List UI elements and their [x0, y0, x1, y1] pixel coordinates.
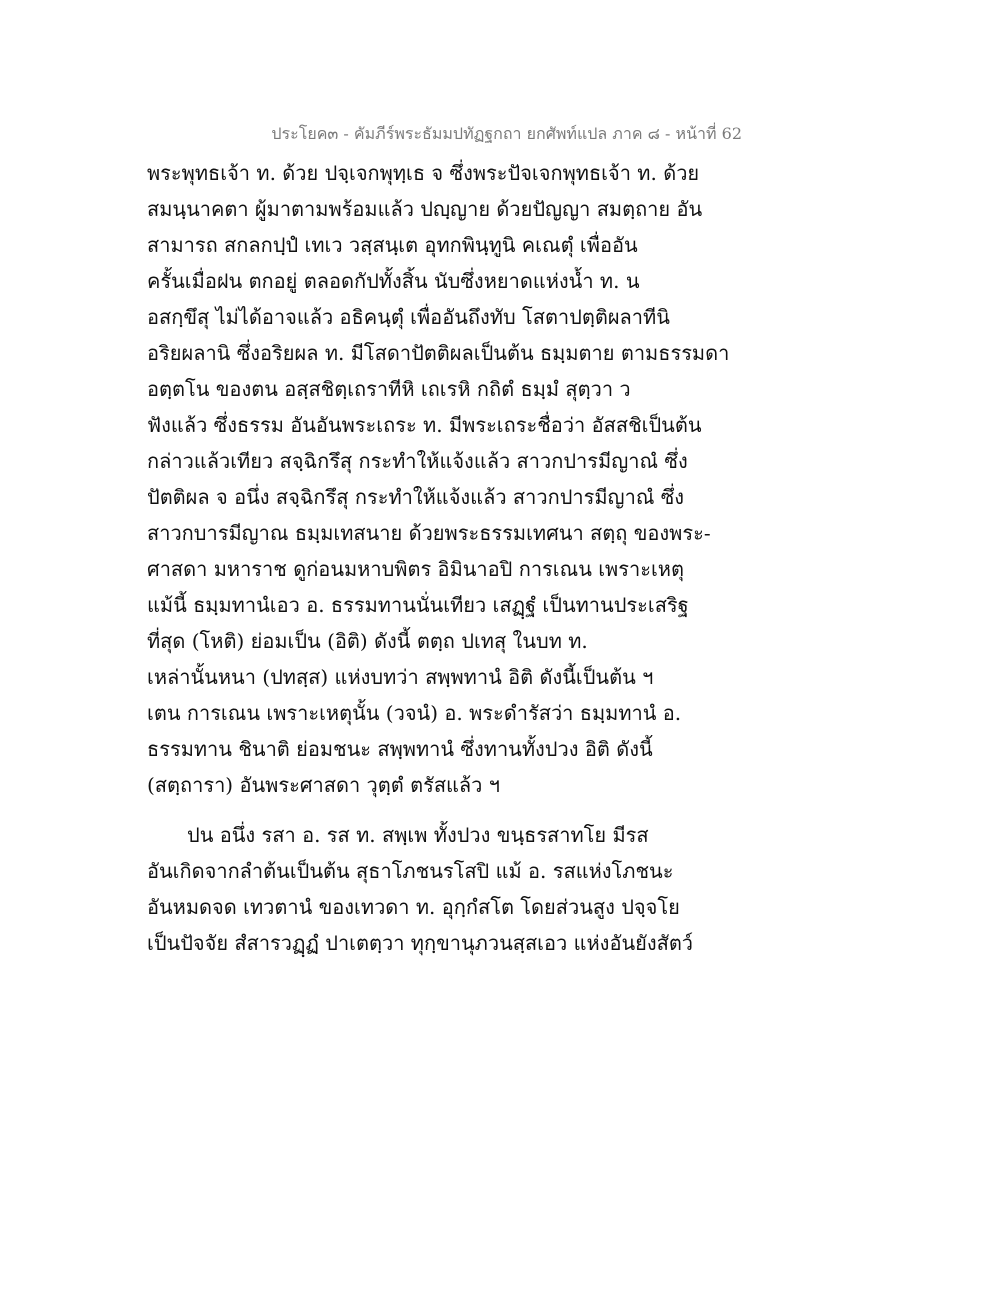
text-line: ปัตติผล จ อนึ่ง สจฺฉิกรึสุ กระทำให้แจ้งแล้ว สาวกปารมีญาณํ ซึ่ง — [147, 485, 685, 509]
text-line: พระพุทธเจ้า ท. ด้วย ปจฺเจกพุทฺเธ จ ซึ่งพระปัจเจกพุทธเจ้า ท. ด้วย — [147, 161, 700, 185]
text-line: กล่าวแล้วเทียว สจฺฉิกรึสุ กระทำให้แจ้งแล้ว สาวกปารมีญาณํ ซึ่ง — [147, 449, 688, 473]
text-line: ปน อนึ่ง รสา อ. รส ท. สพฺเพ ทั้งปวง ขนฺธรสาทโย มีรส — [187, 823, 649, 847]
text-line: เตน การเณน เพราะเหตุนั้น (วจนํ) อ. พระดำรัสว่า ธมฺมทานํ อ. — [147, 701, 682, 725]
text-line: แม้นี้ ธมฺมทานํเอว อ. ธรรมทานนั่นเทียว เสฏฺฐํ เป็นทานประเสริฐ — [147, 593, 689, 617]
text-line: อสกฺขึสุ ไม่ได้อาจแล้ว อธิคนฺตุํ เพื่ออันถึงทับ โสตาปตฺติผลาทีนิ — [147, 305, 670, 329]
paragraph-2 — [147, 817, 747, 961]
text-line: ครั้นเมื่อฝน ตกอยู่ ตลอดกัปทั้งสิ้น นับซึ่งหยาดแห่งน้ำ ท. น — [147, 269, 640, 293]
text-line: อริยผลานิ ซึ่งอริยผล ท. มีโสดาปัตติผลเป็นต้น ธมฺมตาย ตามธรรมดา — [147, 341, 730, 365]
text-line: อันเกิดจากลำต้นเป็นต้น สุธาโภชนรโสปิ แม้ อ. รสแห่งโภชนะ — [147, 859, 674, 883]
text-line: (สตฺถารา) อันพระศาสดา วุตฺตํ ตรัสแล้ว ฯ — [147, 773, 500, 797]
text-line: สามารถ สกลกปฺปํ เทเว วสฺสนฺเต อุทกพินฺทูนิ คเณตุํ เพื่ออัน — [147, 233, 638, 257]
paragraph-gap — [147, 803, 747, 817]
text-line: เป็นปัจจัย สํสารวฏฺฏํ ปาเตตฺวา ทุกฺขานุภวนสฺสเอว แห่งอันยังสัตว์ — [147, 931, 694, 955]
text-line: อันหมดจด เทวตานํ ของเทวดา ท. อุกฺกํสโต โดยส่วนสูง ปจฺจโย — [147, 895, 680, 919]
text-line: ฟังแล้ว ซึ่งธรรม อันอันพระเถระ ท. มีพระเถระชื่อว่า อัสสชิเป็นต้น — [147, 413, 702, 437]
running-header: ประโยค๓ - คัมภีร์พระธัมมปทัฏฐกถา ยกศัพท์แปล ภาค ๘ - หน้าที่ 62 — [271, 124, 742, 143]
text-line: ที่สุด (โหติ) ย่อมเป็น (อิติ) ดังนี้ ตตฺถ ปเทสุ ในบท ท. — [147, 629, 588, 653]
text-line: ศาสดา มหาราช ดูก่อนมหาบพิตร อิมินาอปิ การเณน เพราะเหตุ — [147, 557, 684, 581]
body-text — [147, 155, 747, 961]
text-line: อตฺตโน ของตน อสฺสชิตฺเถราทีหิ เถเรหิ กถิตํ ธมฺมํ สุตฺวา ว — [147, 377, 631, 401]
paragraph-1 — [147, 155, 747, 803]
text-line: ธรรมทาน ชินาติ ย่อมชนะ สพฺพทานํ ซึ่งทานทั้งปวง อิติ ดังนี้ — [147, 737, 653, 761]
text-line: สาวกบารมีญาณ ธมฺมเทสนาย ด้วยพระธรรมเทศนา สตฺถุ ของพระ- — [147, 521, 711, 545]
text-line: สมนฺนาคตา ผู้มาตามพร้อมแล้ว ปญฺญาย ด้วยปัญญา สมตฺถาย อัน — [147, 197, 703, 221]
text-line: เหล่านั้นหนา (ปทสฺส) แห่งบทว่า สพฺพทานํ อิติ ดังนี้เป็นต้น ฯ — [147, 665, 654, 689]
